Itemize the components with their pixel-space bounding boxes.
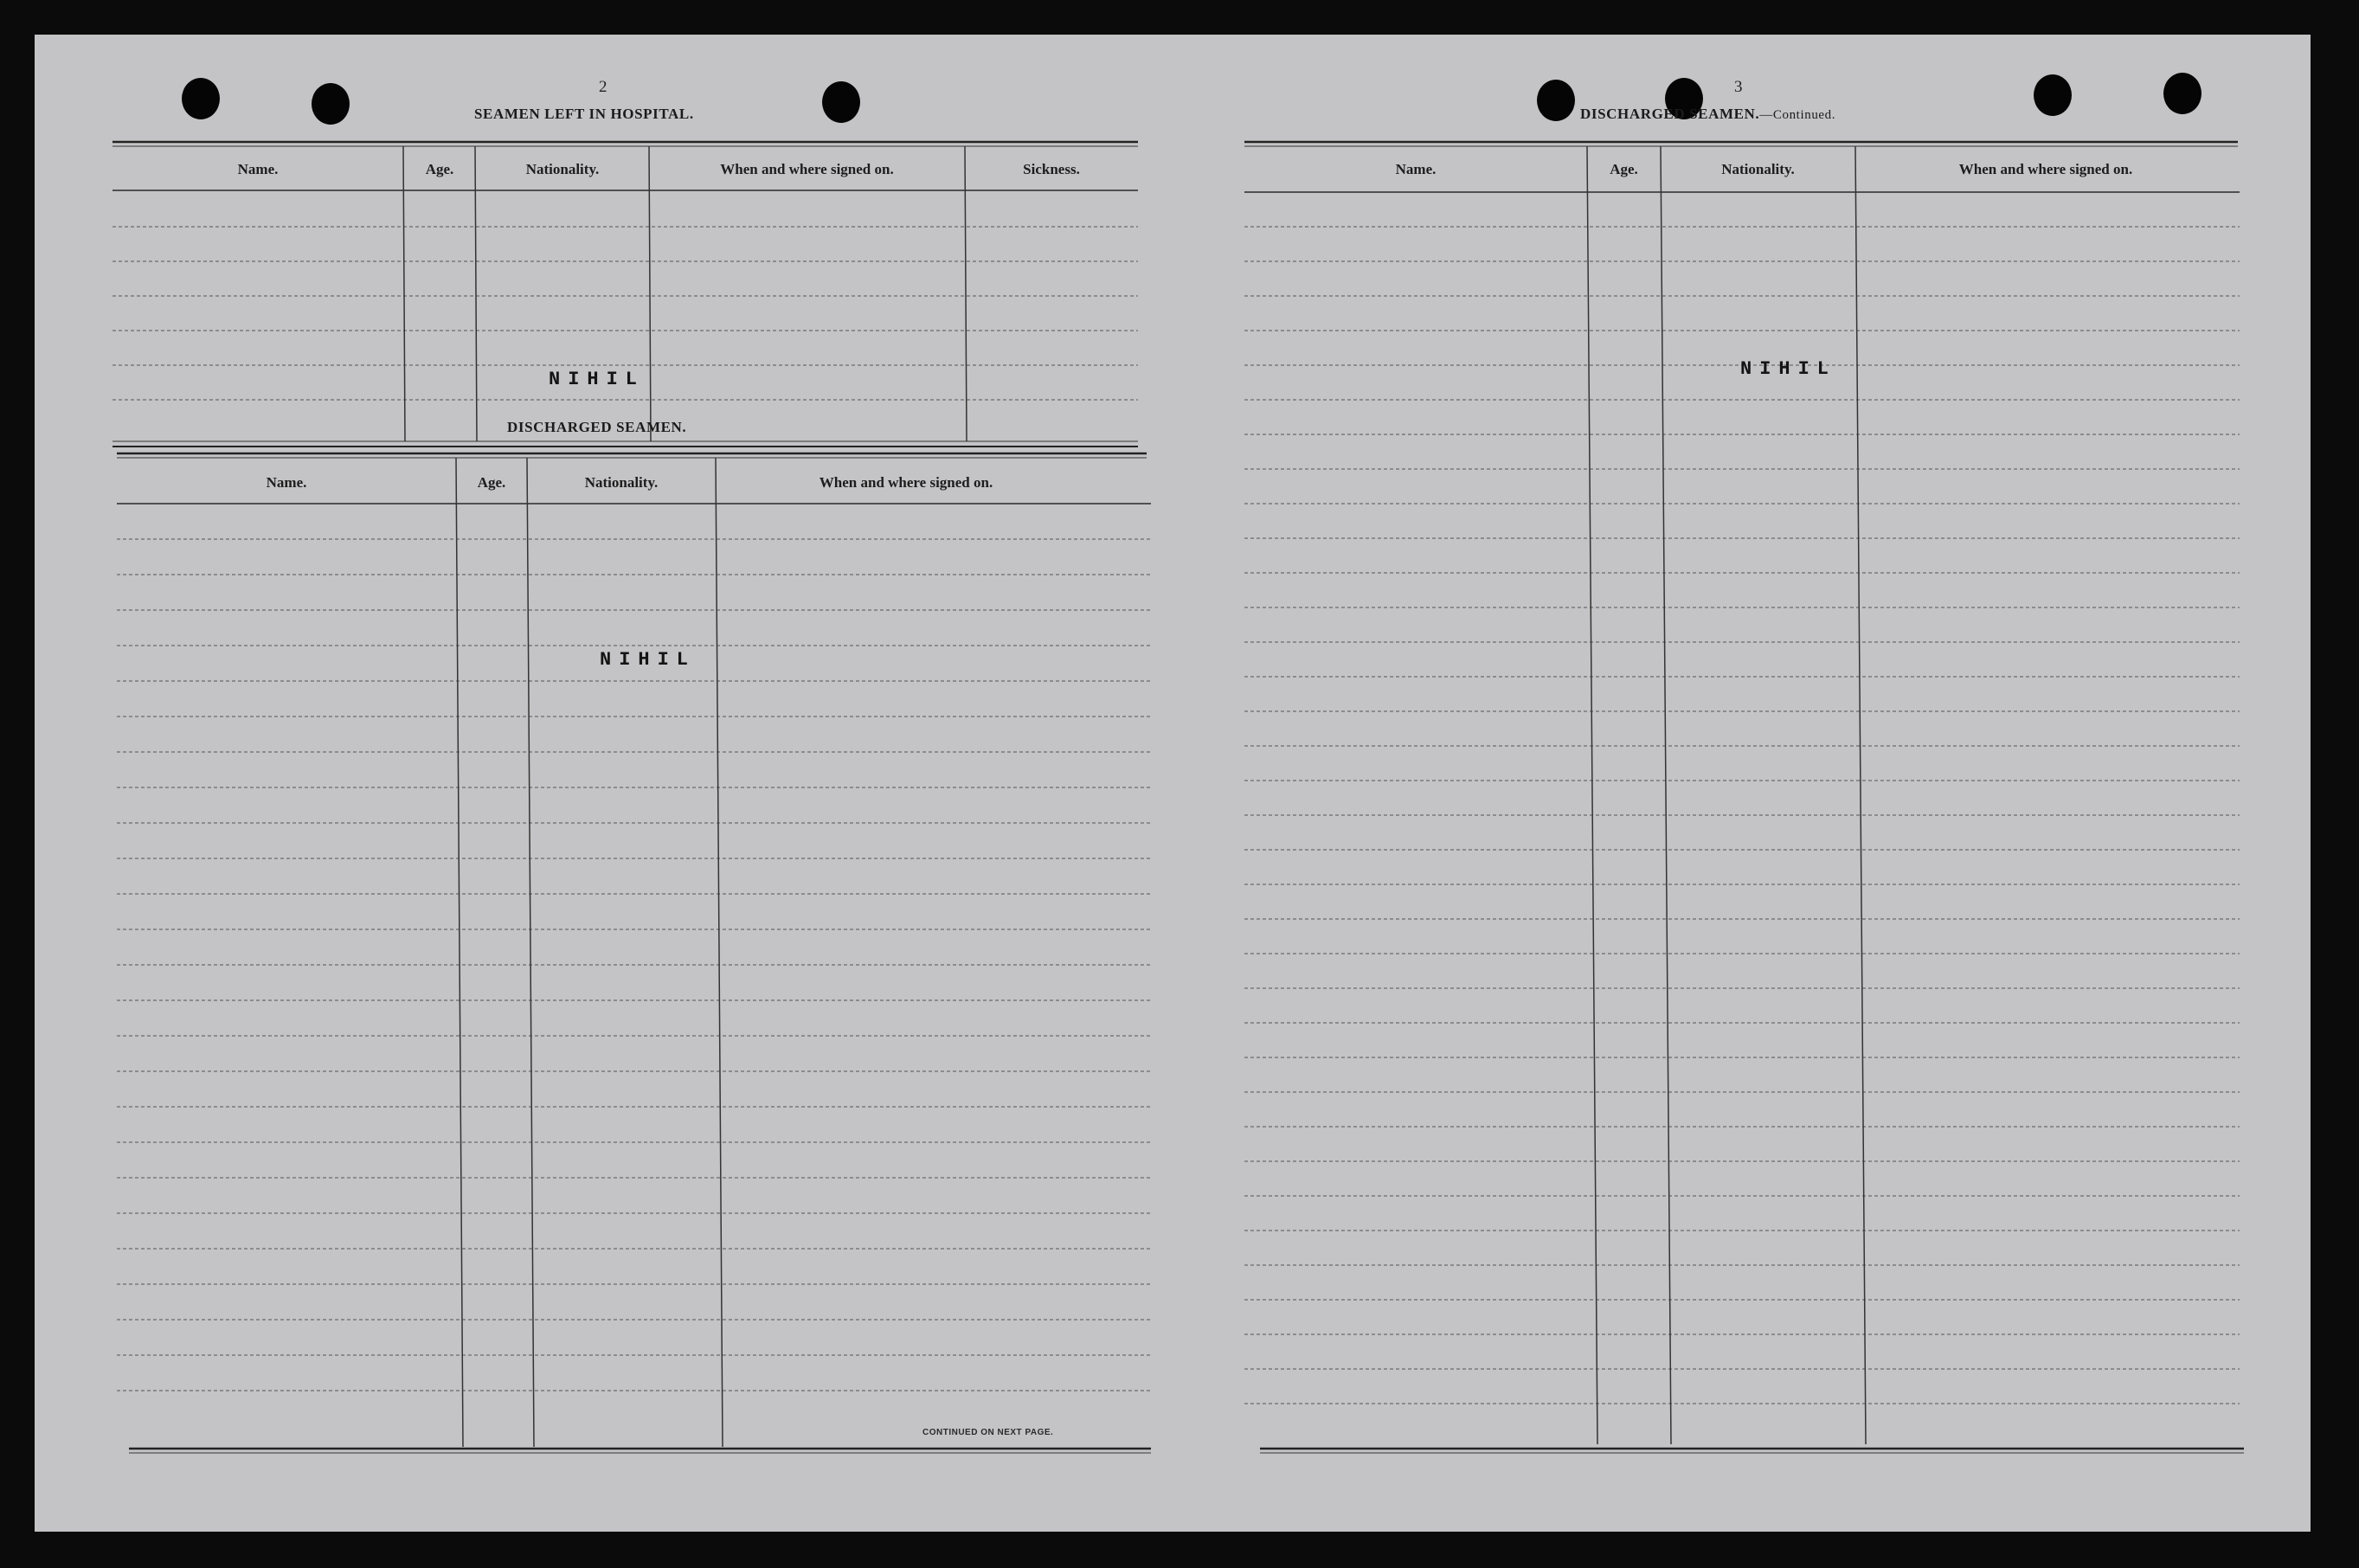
punch-hole	[182, 78, 220, 119]
punch-hole	[2163, 73, 2202, 114]
col-header-nationality: Nationality.	[584, 474, 659, 491]
hospital-table-rules	[112, 142, 1138, 453]
col-header-nationality: Nationality.	[525, 161, 600, 177]
punch-hole	[2034, 74, 2072, 116]
col-header-age: Age.	[477, 474, 506, 491]
punch-hole	[1537, 80, 1575, 121]
punch-hole	[822, 81, 860, 123]
col-header-signed-on: When and where signed on.	[1958, 161, 2133, 177]
continued-note: CONTINUED ON NEXT PAGE.	[922, 1428, 1054, 1437]
col-header-name: Name.	[237, 161, 279, 177]
page-number-left: 2	[599, 78, 607, 96]
discharged-table	[117, 453, 1155, 1466]
discharged-continued-title	[1580, 106, 1835, 123]
hospital-table	[112, 142, 1138, 453]
discharged-table-rules	[117, 453, 1155, 1466]
col-header-sickness: Sickness.	[1023, 161, 1080, 177]
nihil-stamp: NIHIL	[1740, 358, 1837, 380]
nihil-stamp: NIHIL	[549, 369, 646, 390]
col-header-signed-on: When and where signed on.	[720, 161, 894, 177]
col-header-age: Age.	[425, 161, 454, 177]
discharged-continued-table	[1244, 142, 2283, 1475]
ruled-lines	[1244, 227, 2240, 1404]
col-header-age: Age.	[1610, 161, 1638, 177]
discharged-continued-table-rules	[1244, 142, 2283, 1475]
discharged-section-title: DISCHARGED SEAMEN.	[507, 419, 687, 435]
nihil-stamp: NIHIL	[600, 649, 697, 671]
punch-hole	[312, 83, 350, 125]
register-sheet	[35, 35, 2311, 1532]
discharged-continued-title-main: DISCHARGED SEAMEN.	[1580, 106, 1760, 122]
col-header-signed-on: When and where signed on.	[819, 474, 993, 491]
page-number-right: 3	[1734, 78, 1743, 96]
col-header-name: Name.	[1395, 161, 1437, 177]
col-header-name: Name.	[266, 474, 307, 491]
col-header-nationality: Nationality.	[1721, 161, 1795, 177]
hospital-section-title: SEAMEN LEFT IN HOSPITAL.	[474, 106, 694, 122]
discharged-continued-suffix: —Continued.	[1759, 108, 1836, 122]
